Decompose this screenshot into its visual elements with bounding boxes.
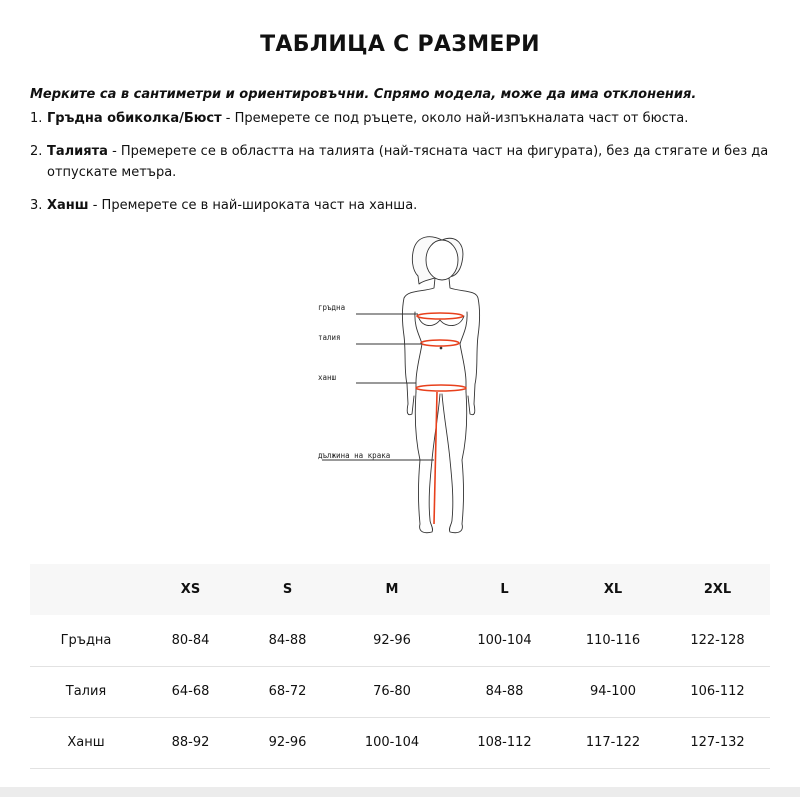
row-label: Гръдна — [30, 615, 142, 666]
hips-label: ханш — [318, 373, 337, 382]
measurement-note: Мерките са в сантиметри и ориентировъчни. Спрямо модела, може да има отклонения. — [30, 87, 697, 102]
header-cell — [30, 564, 142, 615]
table-cell: 80-84 — [142, 615, 239, 666]
header-cell: XS — [142, 564, 239, 615]
table-cell: 92-96 — [336, 615, 448, 666]
table-cell: 94-100 — [561, 666, 665, 717]
table-cell: 84-88 — [448, 666, 561, 717]
header-cell: L — [448, 564, 561, 615]
waist-label: талия — [318, 333, 341, 342]
page-title: ТАБЛИЦА С РАЗМЕРИ — [260, 32, 540, 57]
table-cell: 88-92 — [142, 717, 239, 768]
leg-length-label: дължина на крака — [318, 451, 391, 460]
table-row — [30, 615, 770, 666]
table-cell: 100-104 — [336, 717, 448, 768]
measurement-lines — [416, 313, 466, 524]
table-cell: 68-72 — [239, 666, 336, 717]
table-cell: 92-96 — [239, 717, 336, 768]
instruction-term: Ханш — [47, 198, 89, 213]
instructions-list — [30, 108, 770, 216]
header-cell: S — [239, 564, 336, 615]
table-cell: 100-104 — [448, 615, 561, 666]
table-cell: 127-132 — [665, 717, 770, 768]
table-cell: 117-122 — [561, 717, 665, 768]
table-cell: 106-112 — [665, 666, 770, 717]
table-cell: 84-88 — [239, 615, 336, 666]
table-cell: 122-128 — [665, 615, 770, 666]
table-cell: 76-80 — [336, 666, 448, 717]
row-label: Талия — [30, 666, 142, 717]
table-cell: 108-112 — [448, 717, 561, 768]
instruction-term: Талията — [47, 144, 108, 159]
instruction-bust — [30, 108, 770, 129]
instruction-text: - Премерете се в най-широката част на ханша. — [88, 198, 418, 213]
header-cell: XL — [561, 564, 665, 615]
instruction-text: - Премерете се в областта на талията (най-тясната част на фигурата), без да стягате и без да отпускате метъра. — [47, 144, 769, 180]
table-header-row — [30, 564, 770, 615]
body-measurement-figure — [310, 232, 490, 542]
table-row — [30, 717, 770, 768]
instruction-number: 3. — [30, 198, 43, 213]
instruction-hips — [30, 195, 770, 216]
table-row — [30, 666, 770, 717]
instruction-text: - Премерете се под ръцете, около най-изпъкналата част от бюста. — [221, 111, 689, 126]
instruction-waist — [30, 141, 770, 183]
size-table — [30, 564, 770, 769]
table-cell: 64-68 — [142, 666, 239, 717]
bust-label: гръдна — [318, 303, 346, 312]
hips-measure-line — [416, 385, 466, 391]
instruction-term: Гръдна обиколка/Бюст — [47, 111, 222, 126]
leg-length-line — [434, 392, 437, 524]
waist-measure-line — [421, 340, 459, 346]
header-cell: 2XL — [665, 564, 770, 615]
header-cell: M — [336, 564, 448, 615]
table-cell: 110-116 — [561, 615, 665, 666]
instruction-number: 2. — [30, 144, 43, 159]
instruction-number: 1. — [30, 111, 43, 126]
row-label: Ханш — [30, 717, 142, 768]
bust-measure-line — [417, 313, 463, 319]
